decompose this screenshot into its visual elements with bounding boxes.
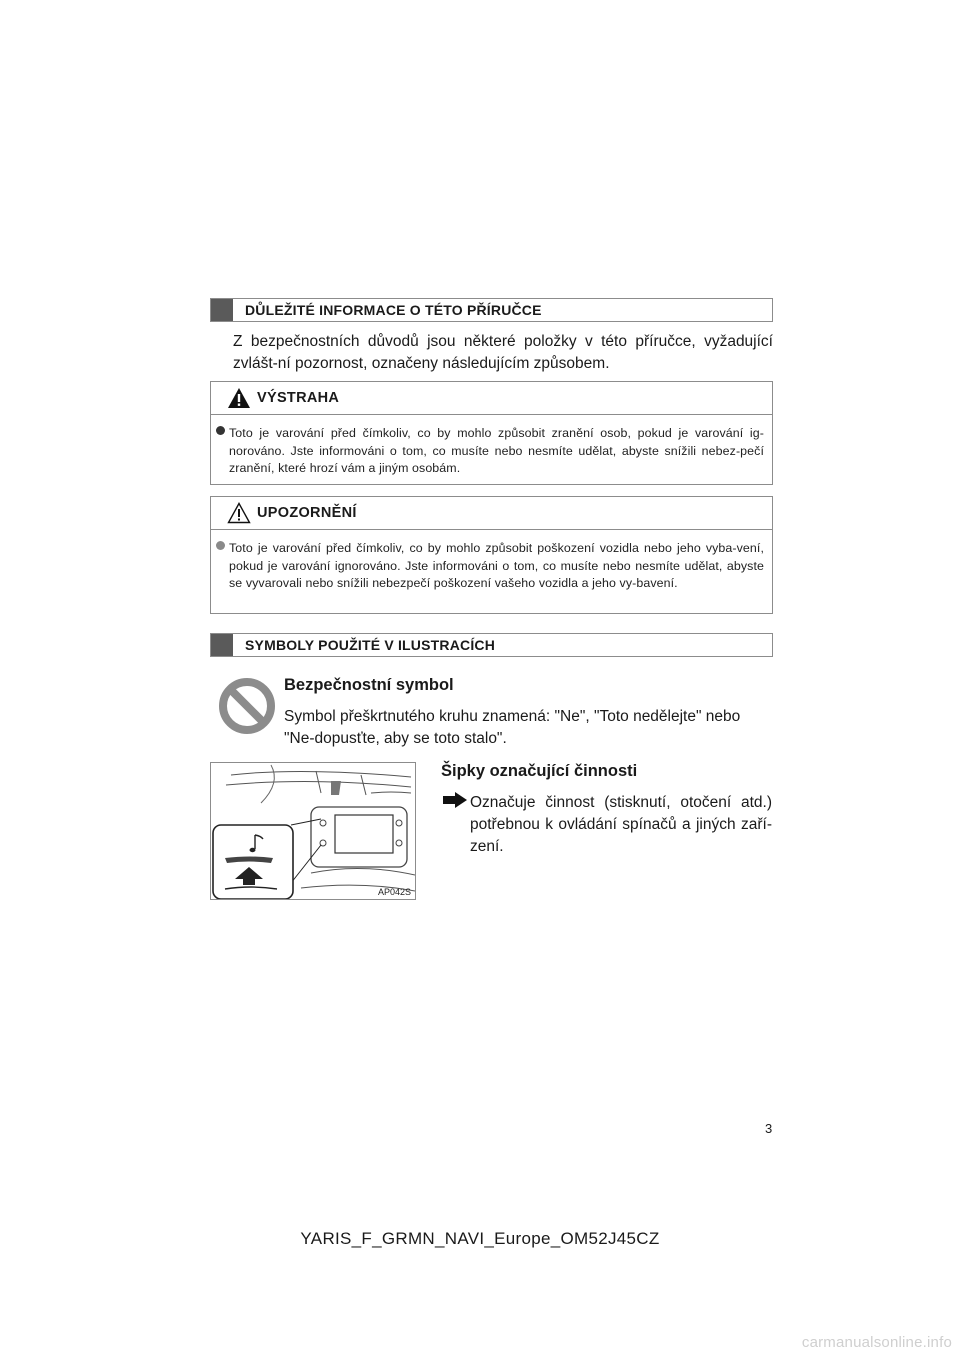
caution-box-text: Toto je varování před čímkoliv, co by mohlo způsobit poškození vozidla nebo jeho vyba-vení, pokud je varování ignorováno. Jste informováni o tom, co musíte nebo nesmíte udělat, abyste se vyvarovali nebo snížili nebezpečí poškození vašeho vozidla a jeho vy-bavení.: [229, 541, 764, 590]
safety-symbol-text: Symbol přeškrtnutého kruhu znamená: "Ne", "Toto nedělejte" nebo "Ne-dopusťte, aby se toto stalo".: [284, 708, 741, 747]
caution-box-title: UPOZORNĚNÍ: [257, 505, 357, 521]
dashboard-drawing: [211, 763, 415, 899]
document-code: YARIS_F_GRMN_NAVI_Europe_OM52J45CZ: [300, 1229, 660, 1248]
caution-box-body: [211, 530, 772, 603]
section-header-title: SYMBOLY POUŽITÉ V ILUSTRACÍCH: [245, 637, 496, 653]
illustration-code: AP042S: [377, 887, 411, 897]
caution-box: [210, 496, 773, 614]
section-header-important-info: [210, 298, 773, 322]
intro-paragraph: Z bezpečnostních důvodů jsou některé položky v této příručce, vyžadující zvlášt-ní pozornost, označeny následujícím způsobem.: [233, 333, 773, 372]
section-header-tab: [211, 299, 233, 321]
warning-box-text: Toto je varování před čímkoliv, co by mohlo způsobit zranění osob, pokud je varování ig-norováno. Jste informováni o tom, co musíte nebo nesmíte udělat, abyste snížili nebez-pečí zranění, které hrozí vám a jiným osobám.: [229, 426, 764, 475]
section-header-title: DŮLEŽITÉ INFORMACE O TÉTO PŘÍRUČCE: [245, 302, 542, 318]
warning-triangle-icon: [227, 387, 251, 409]
action-arrow-icon: [443, 792, 467, 808]
warning-box: [210, 381, 773, 485]
warning-box-title: VÝSTRAHA: [257, 390, 340, 406]
caution-triangle-icon: [227, 502, 251, 524]
section-header-symbols: [210, 633, 773, 657]
arrows-title: Šipky označující činnosti: [441, 762, 638, 780]
bullet-icon: [216, 426, 225, 435]
page-number: 3: [765, 1121, 773, 1136]
bullet-icon: [216, 541, 225, 550]
prohibition-icon: [217, 676, 277, 736]
warning-box-body: [211, 415, 772, 488]
safety-symbol-title: Bezpečnostní symbol: [284, 676, 454, 694]
caution-box-header: [211, 497, 772, 530]
warning-box-header: [211, 382, 772, 415]
arrows-text: Označuje činnost (stisknutí, otočení atd.) potřebnou k ovládání spínačů a jiných zaří-zení.: [470, 794, 772, 855]
watermark: carmanualsonline.info: [801, 1334, 952, 1351]
section-header-tab: [211, 634, 233, 656]
dashboard-illustration: [210, 762, 416, 900]
